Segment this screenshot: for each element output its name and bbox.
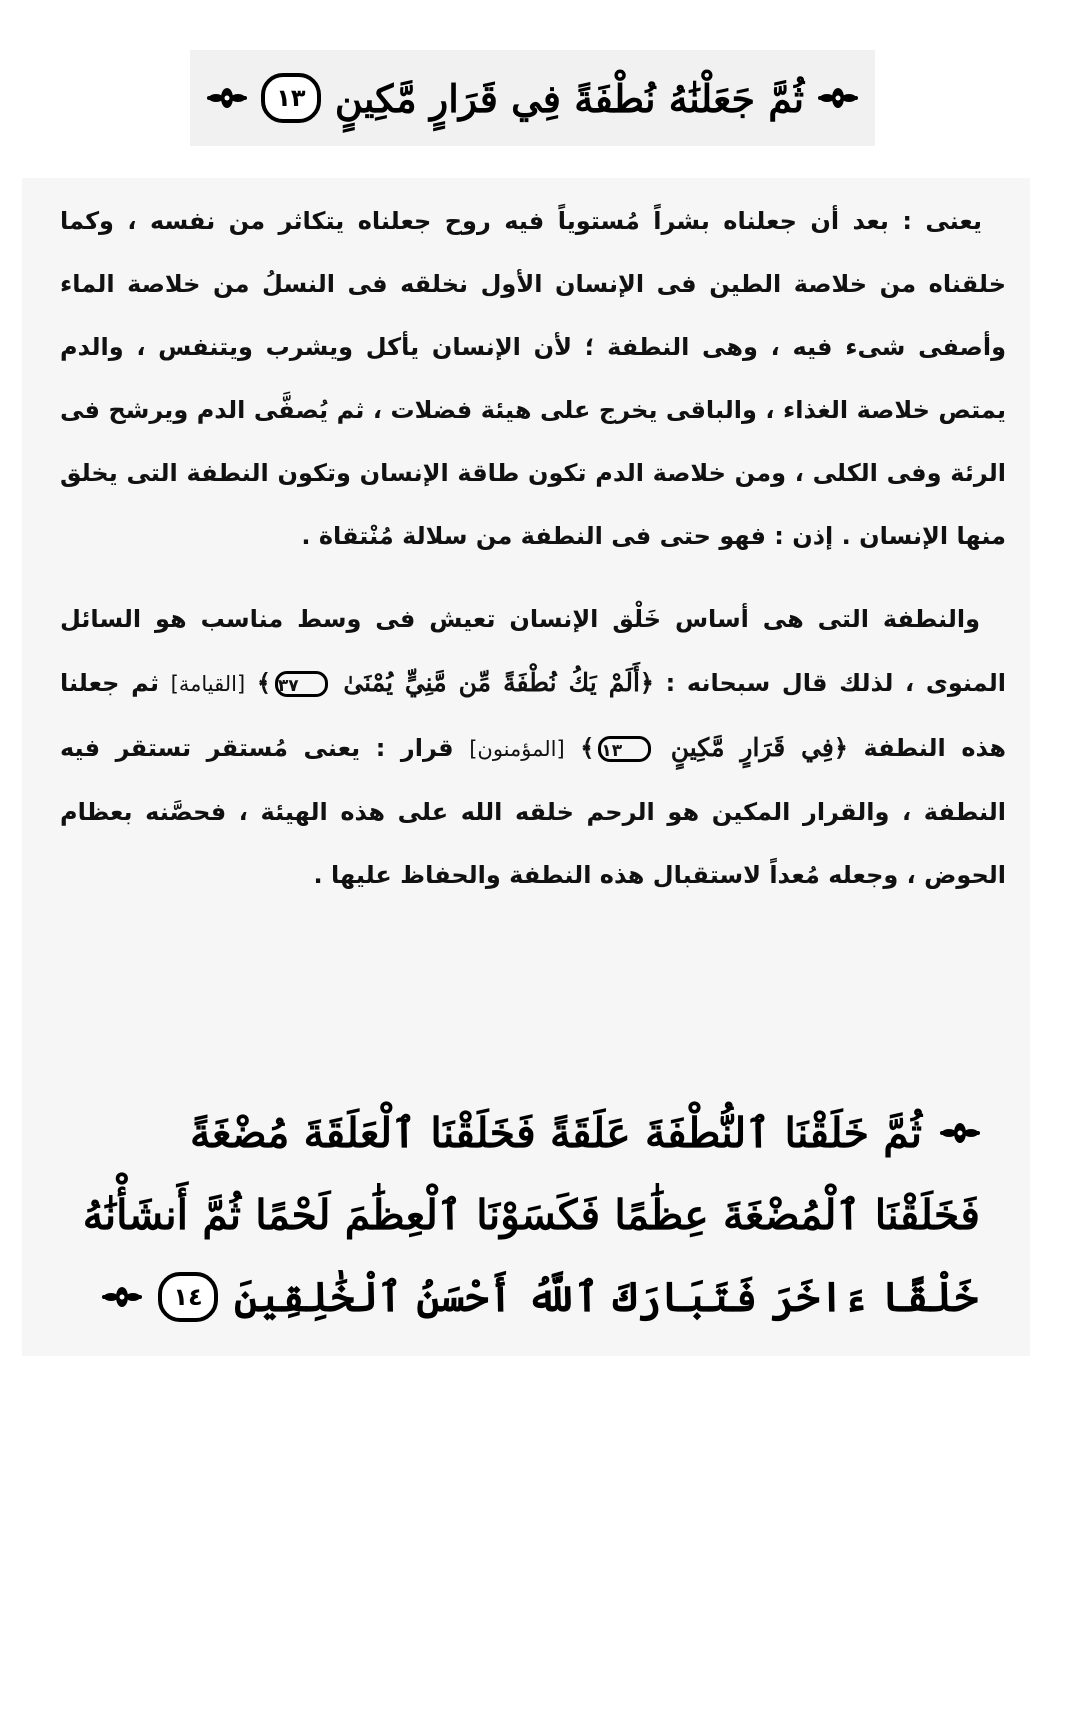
paragraph-1-line: الإنسان يأكل ويشرب ويتنفس ، والدم يمتص خلاصة الغذاء ، <box>60 333 1007 424</box>
header-verse-banner <box>190 50 875 146</box>
quran-open-bracket: ﴿ <box>833 733 848 762</box>
paragraph-1-line: وفى الكلى ، ومن خلاصة الدم تكون طاقة الإنسان وتكون النطفة <box>186 459 942 487</box>
quran-quote-qiyamah-end: يُمْنَىٰ <box>343 668 394 697</box>
footer-verse-line <box>100 1092 980 1174</box>
surah-reference: [القيامة] <box>170 672 246 696</box>
floral-ornament-icon <box>818 82 858 114</box>
paragraph-1-line: التى يخلق منها الإنسان . إذن : فهو حتى فى النطفة من سلالة <box>60 459 1006 550</box>
paragraph-2-line: والنطفة التى هى أساس خَلْق الإنسان تعيش فى وسط مناسب <box>200 605 980 633</box>
footer-verse-line <box>82 1174 980 1256</box>
paragraph-1-line: النسلُ من خلاصة الماء وأصفى شىء فيه ، وهى النطفة ؛ لأن <box>60 270 1007 361</box>
verse-number-badge: ٣٧ <box>275 671 328 697</box>
paragraph-2 <box>60 588 1006 907</box>
quran-quote-qiyamah: أَلَمْ يَكُ نُطْفَةً مِّن مَّنِيٍّ <box>404 668 640 697</box>
surah-reference: [المؤمنون] <box>469 737 565 761</box>
footer-verse <box>82 1092 980 1338</box>
floral-ornament-icon <box>102 1281 142 1313</box>
header-verse-number: ١٣ <box>261 73 321 123</box>
footer-verse-line <box>100 1256 980 1338</box>
paragraph-2-text: ثم جعلنا هذه النطفة <box>60 669 1007 762</box>
quran-close-bracket: ﴾ <box>256 668 271 697</box>
paragraph-2-line: مُعداً لاستقبال هذه النطفة والحفاظ عليها . <box>313 861 820 889</box>
paragraph-2-line: قرار : يعنى مُستقر تستقر فيه النطفة ، والقرار المكين هو <box>60 734 1007 826</box>
footer-verse-line-3: خَلْقًا ءَاخَرَ فَتَبَارَكَ ٱللَّهُ أَحْسَنُ ٱلْخَٰلِقِينَ <box>233 1273 979 1321</box>
floral-ornament-icon <box>207 82 247 114</box>
quran-open-bracket: ﴿ <box>639 668 654 697</box>
header-verse-text: ثُمَّ جَعَلْنَٰهُ نُطْفَةً فِي قَرَارٍ مَّكِينٍ <box>334 75 805 121</box>
paragraph-2-line: هو السائل المنوى ، لذلك قال سبحانه : <box>60 605 1006 697</box>
footer-verse-number: ١٤ <box>158 1272 218 1322</box>
paragraph-1-line: مُنْتقاة . <box>301 522 394 550</box>
footer-verse-line-2: فَخَلَقْنَا ٱلْمُضْغَةَ عِظَٰمًا فَكَسَوْنَا ٱلْعِظَٰمَ لَحْمًا ثُمَّ أَنشَأْنَٰهُ <box>82 1191 980 1239</box>
commentary-text <box>60 190 1006 907</box>
quran-close-bracket: ﴾ <box>580 733 595 762</box>
footer-verse-line-1: ثُمَّ خَلَقْنَا ٱلنُّطْفَةَ عَلَقَةً فَخَلَقْنَا ٱلْعَلَقَةَ مُضْغَةً <box>190 1109 922 1157</box>
paragraph-1-line: يعنى : بعد أن جعلناه بشراً مُستوياً فيه روح جعلناه يتكاثر من <box>228 207 982 235</box>
quran-quote-muminun: فِي قَرَارٍ مَّكِينٍ <box>670 733 834 762</box>
paragraph-1-line: والباقى يخرج على هيئة فضلات ، ثم يُصفَّى الدم ويرشح فى الرئة <box>60 396 1007 487</box>
verse-number-badge: ١٣ <box>598 736 651 762</box>
floral-ornament-icon <box>940 1117 980 1149</box>
paragraph-1-line: نفسه ، وكما خلقناه من خلاصة الطين فى الإنسان الأول نخلقه فى <box>60 207 1007 298</box>
paragraph-2-line: الرحم خلقه الله على هذه الهيئة ، فحصَّنه بعظام الحوض ، وجعله <box>60 798 1006 889</box>
paragraph-1 <box>60 190 1006 568</box>
